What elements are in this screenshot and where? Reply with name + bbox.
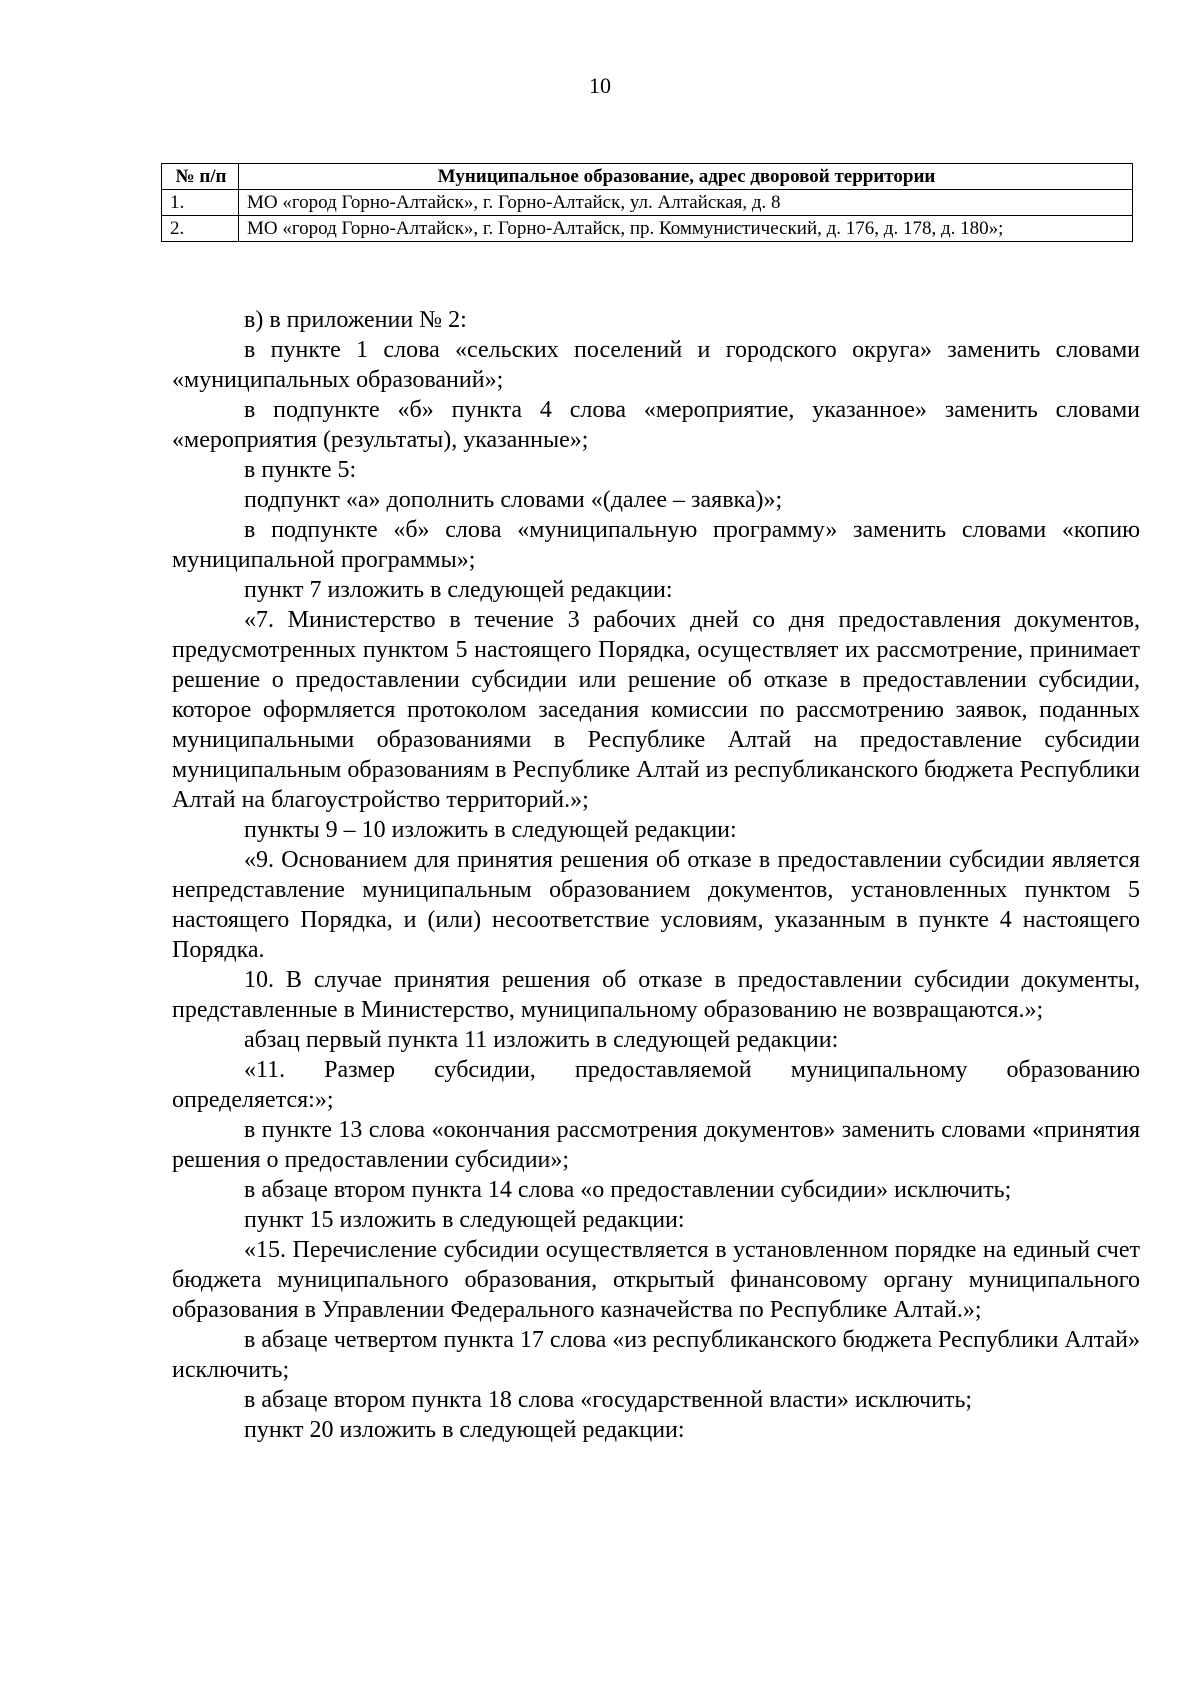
- paragraph: в абзаце четвертом пункта 17 слова «из республиканского бюджета Республики Алтай» исключить;: [172, 1327, 1141, 1383]
- paragraph: 10. В случае принятия решения об отказе в предоставлении субсидии документы, представленные в Министерство, муниципальному образованию не возвращаются.»;: [172, 967, 1140, 1023]
- row-num: 2.: [162, 216, 239, 242]
- page-number: 10: [589, 73, 611, 98]
- header-num: № п/п: [162, 164, 239, 190]
- paragraph: в абзаце втором пункта 14 слова «о предоставлении субсидии» исключить;: [244, 1177, 1012, 1203]
- table-row: [162, 216, 1133, 242]
- paragraph: в пункте 5:: [244, 457, 357, 483]
- paragraph: пункт 20 изложить в следующей редакции:: [244, 1417, 685, 1443]
- paragraph: в пункте 1 слова «сельских поселений и городского округа» заменить словами «муниципальных образований»;: [172, 337, 1140, 393]
- paragraph: в) в приложении № 2:: [244, 307, 467, 333]
- paragraph: «11. Размер субсидии, предоставляемой муниципальному образованию определяется:»;: [172, 1057, 1140, 1113]
- table-row: [162, 190, 1133, 216]
- paragraph: пункты 9 – 10 изложить в следующей редакции:: [244, 817, 737, 843]
- paragraph: в пункте 13 слова «окончания рассмотрения документов» заменить словами «принятия решения о предоставлении субсидии»;: [172, 1117, 1140, 1173]
- paragraph: «15. Перечисление субсидии осуществляется в установленном порядке на единый счет бюджета муниципального образования, открытый финансовому органу муниципального образования в Управлении Федерального казначейства по Республике Алтай.»;: [172, 1237, 1140, 1323]
- header-address: Муниципальное образование, адрес дворовой территории: [239, 164, 1133, 190]
- paragraph: «9. Основанием для принятия решения об отказе в предоставлении субсидии является непредставление муниципальным образованием документов, установленных пунктом 5 настоящего Порядка, и (или) несоответствие условиям, указанным в пункте 4 настоящего Порядка.: [172, 847, 1140, 963]
- table-header-row: [162, 164, 1133, 190]
- paragraph: в подпункте «б» пункта 4 слова «мероприятие, указанное» заменить словами «мероприятия (результаты), указанные»;: [172, 397, 1140, 453]
- paragraph: пункт 15 изложить в следующей редакции:: [244, 1207, 685, 1233]
- paragraph: в абзаце втором пункта 18 слова «государственной власти» исключить;: [244, 1387, 973, 1413]
- territories-table: [161, 163, 1133, 242]
- document-body: [172, 305, 1140, 1445]
- paragraph: подпункт «а» дополнить словами «(далее – заявка)»;: [244, 487, 783, 513]
- paragraph: абзац первый пункта 11 изложить в следующей редакции:: [244, 1027, 839, 1053]
- paragraph: «7. Министерство в течение 3 рабочих дней со дня предоставления документов, предусмотренных пунктом 5 настоящего Порядка, осуществляет их рассмотрение, принимает решение о предоставлении субсидии или решение об отказе в предоставлении субсидии, которое оформляется протоколом заседания комиссии по рассмотрению заявок, поданных муниципальными образованиями в Республике Алтай на предоставление субсидии муниципальным образованиям в Республике Алтай из республиканского бюджета Республики Алтай на благоустройство территорий.»;: [172, 607, 1140, 813]
- row-address: МО «город Горно-Алтайск», г. Горно-Алтайск, пр. Коммунистический, д. 176, д. 178, д. 180»;: [239, 216, 1133, 242]
- row-num: 1.: [162, 190, 239, 216]
- row-address: МО «город Горно-Алтайск», г. Горно-Алтайск, ул. Алтайская, д. 8: [239, 190, 1133, 216]
- paragraph: в подпункте «б» слова «муниципальную программу» заменить словами «копию муниципальной программы»;: [172, 517, 1140, 573]
- paragraph: пункт 7 изложить в следующей редакции:: [244, 577, 673, 603]
